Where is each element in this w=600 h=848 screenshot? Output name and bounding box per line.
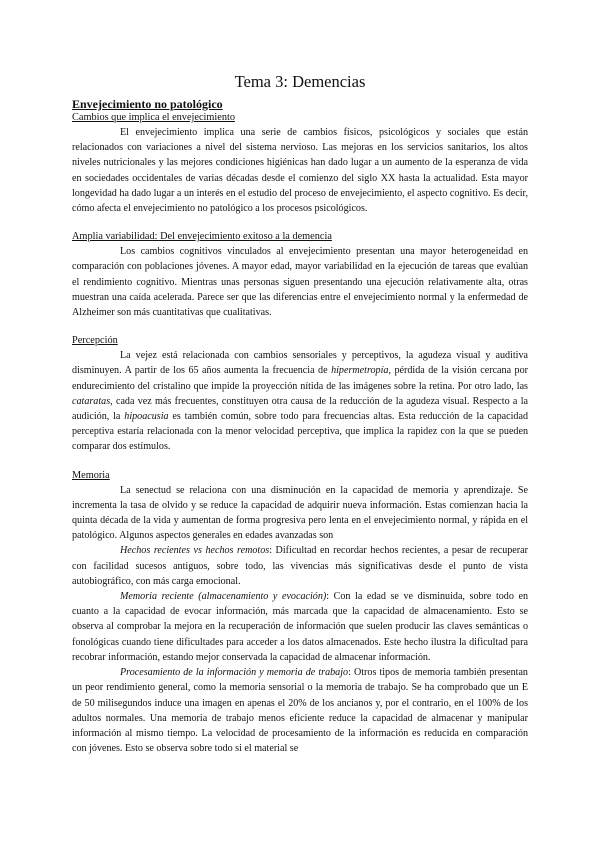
paragraph-procesamiento — [72, 665, 528, 756]
text-run: , pérdida de la visión cercana por endurecimiento del cristalino que impide la proyección nítida de las imágenes sobre la retina. Por otro lado, las — [72, 365, 529, 392]
item-text: : Otros tipos de memoria también presentan un peor rendimiento general, como la memoria sensorial o la memoria de trabajo. Se ha comprobado que un E de 50 milisegundos induce una imagen en apenas el 20% de los ancianos y, por el contrario, en el 100% de los adultos normales. Una memoria de trabajo menos eficiente reduce la capacidad de almacenar y manipular información al mismo tiempo. La velocidad de procesamiento de la información es reducida en comparación con jóvenes. Esto se observa sobre todo si el material se — [72, 667, 528, 755]
subheading-percepcion: Percepción — [72, 335, 118, 347]
term-hipermetropia: hipermetropía — [331, 365, 389, 377]
text-run: , cada vez más frecuentes, constituyen otra causa de la reducción de la agudeza visual. Respecto a la audición, la — [72, 395, 528, 423]
text-run: La vejez está relacionada con cambios sensoriales y perceptivos, la agudeza visual y auditiva disminuyen. A partir de los 65 años aumenta la frecuencia de — [72, 350, 528, 377]
paragraph-percepcion — [72, 348, 528, 454]
section-heading-envejecimiento: Envejecimiento no patológico — [72, 97, 223, 111]
subheading-cambios: Cambios que implica el envejecimiento — [72, 112, 235, 123]
term-cataratas: cataratas — [72, 395, 111, 407]
paragraph-hechos-recientes — [72, 543, 528, 589]
paragraph-cambios: El envejecimiento implica una serie de cambios físicos, psicológicos y sociales que están relacionados con variaciones a nivel del sistema nervioso. Las mejoras en los servicios sanitarios, los altos niveles nutricionales y las mejores condiciones higiénicas han dado lugar a un aumento de la esperanza de vida en sociedades occidentales de varias décadas desde el comienzo del siglo XX hasta la actualidad. Esta mayor longevidad ha dado lugar a un interés en el estudio del proceso de envejecimiento, el aspecto cognitivo. Es decir, cómo afecta el envejecimiento no patológico a los procesos psicológicos. — [72, 127, 528, 215]
text-run: es también común, sobre todo para frecuencias altas. Esta reducción de la capacidad perceptiva estaría relacionada con la menor velocidad perceptiva, que implica la rapidez con la que se pueden comparar dos estímulos. — [72, 411, 528, 453]
item-label: Memoria reciente (almacenamiento y evocación) — [120, 591, 327, 603]
paragraph-memoria: La senectud se relaciona con una disminución en la capacidad de memoria y aprendizaje. Se incrementa la tasa de olvido y se reduce la capacidad de adquirir nueva información. Estas comienzan hacia la quinta década de la vida y aumentan de forma progresiva pero lenta en el envejecimiento normal, y rápida en el patológico. Algunos aspectos generales en edades avanzadas son — [72, 484, 528, 542]
paragraph-variabilidad: Los cambios cognitivos vinculados al envejecimiento presentan una mayor heterogeneidad en comparación con poblaciones jóvenes. A mayor edad, mayor variabilidad en la ejecución de tareas que evalúan el rendimiento cognitivo. Mientras unas personas siguen presentando una ejecución relativamente alta, otras muestran una caída acelerada. Parece ser que las diferencias entre el envejecimiento normal y la enfermedad de Alzheimer son más cuantitativas que cualitativas. — [72, 246, 528, 319]
item-label: Hechos recientes vs hechos remotos — [120, 545, 270, 557]
item-text: : Dificultad en recordar hechos recientes, a pesar de recuperar con facilidad sucesos antiguos, sobre todo, las vivencias más significativas desde el punto de vista autobiográfico, con más carga emocional. — [72, 545, 528, 587]
item-label: Procesamiento de la información y memoria de trabajo — [120, 667, 349, 679]
term-hipoacusia: hipoacusia — [124, 411, 169, 423]
subheading-variabilidad: Amplia variabilidad: Del envejecimiento exitoso a la demencia — [72, 231, 332, 243]
item-text: : Con la edad se ve disminuida, sobre todo en cuanto a la capacidad de evocar información, más marcada que la capacidad de almacenamiento. Esto se observa al comprobar la mejora en la recuperación de información que suelen producir las claves semánticas o fonológicas cuando tiene dificultades para acceder a los datos almacenados. Este hecho ilustra la dificultad para recobrar información, estando mejor conservada la capacidad de almacenar información. — [72, 591, 528, 663]
page-title: Tema 3: Demencias — [234, 72, 366, 91]
document-page — [72, 72, 528, 756]
paragraph-memoria-reciente — [72, 589, 528, 665]
subheading-memoria: Memoria — [72, 469, 110, 481]
